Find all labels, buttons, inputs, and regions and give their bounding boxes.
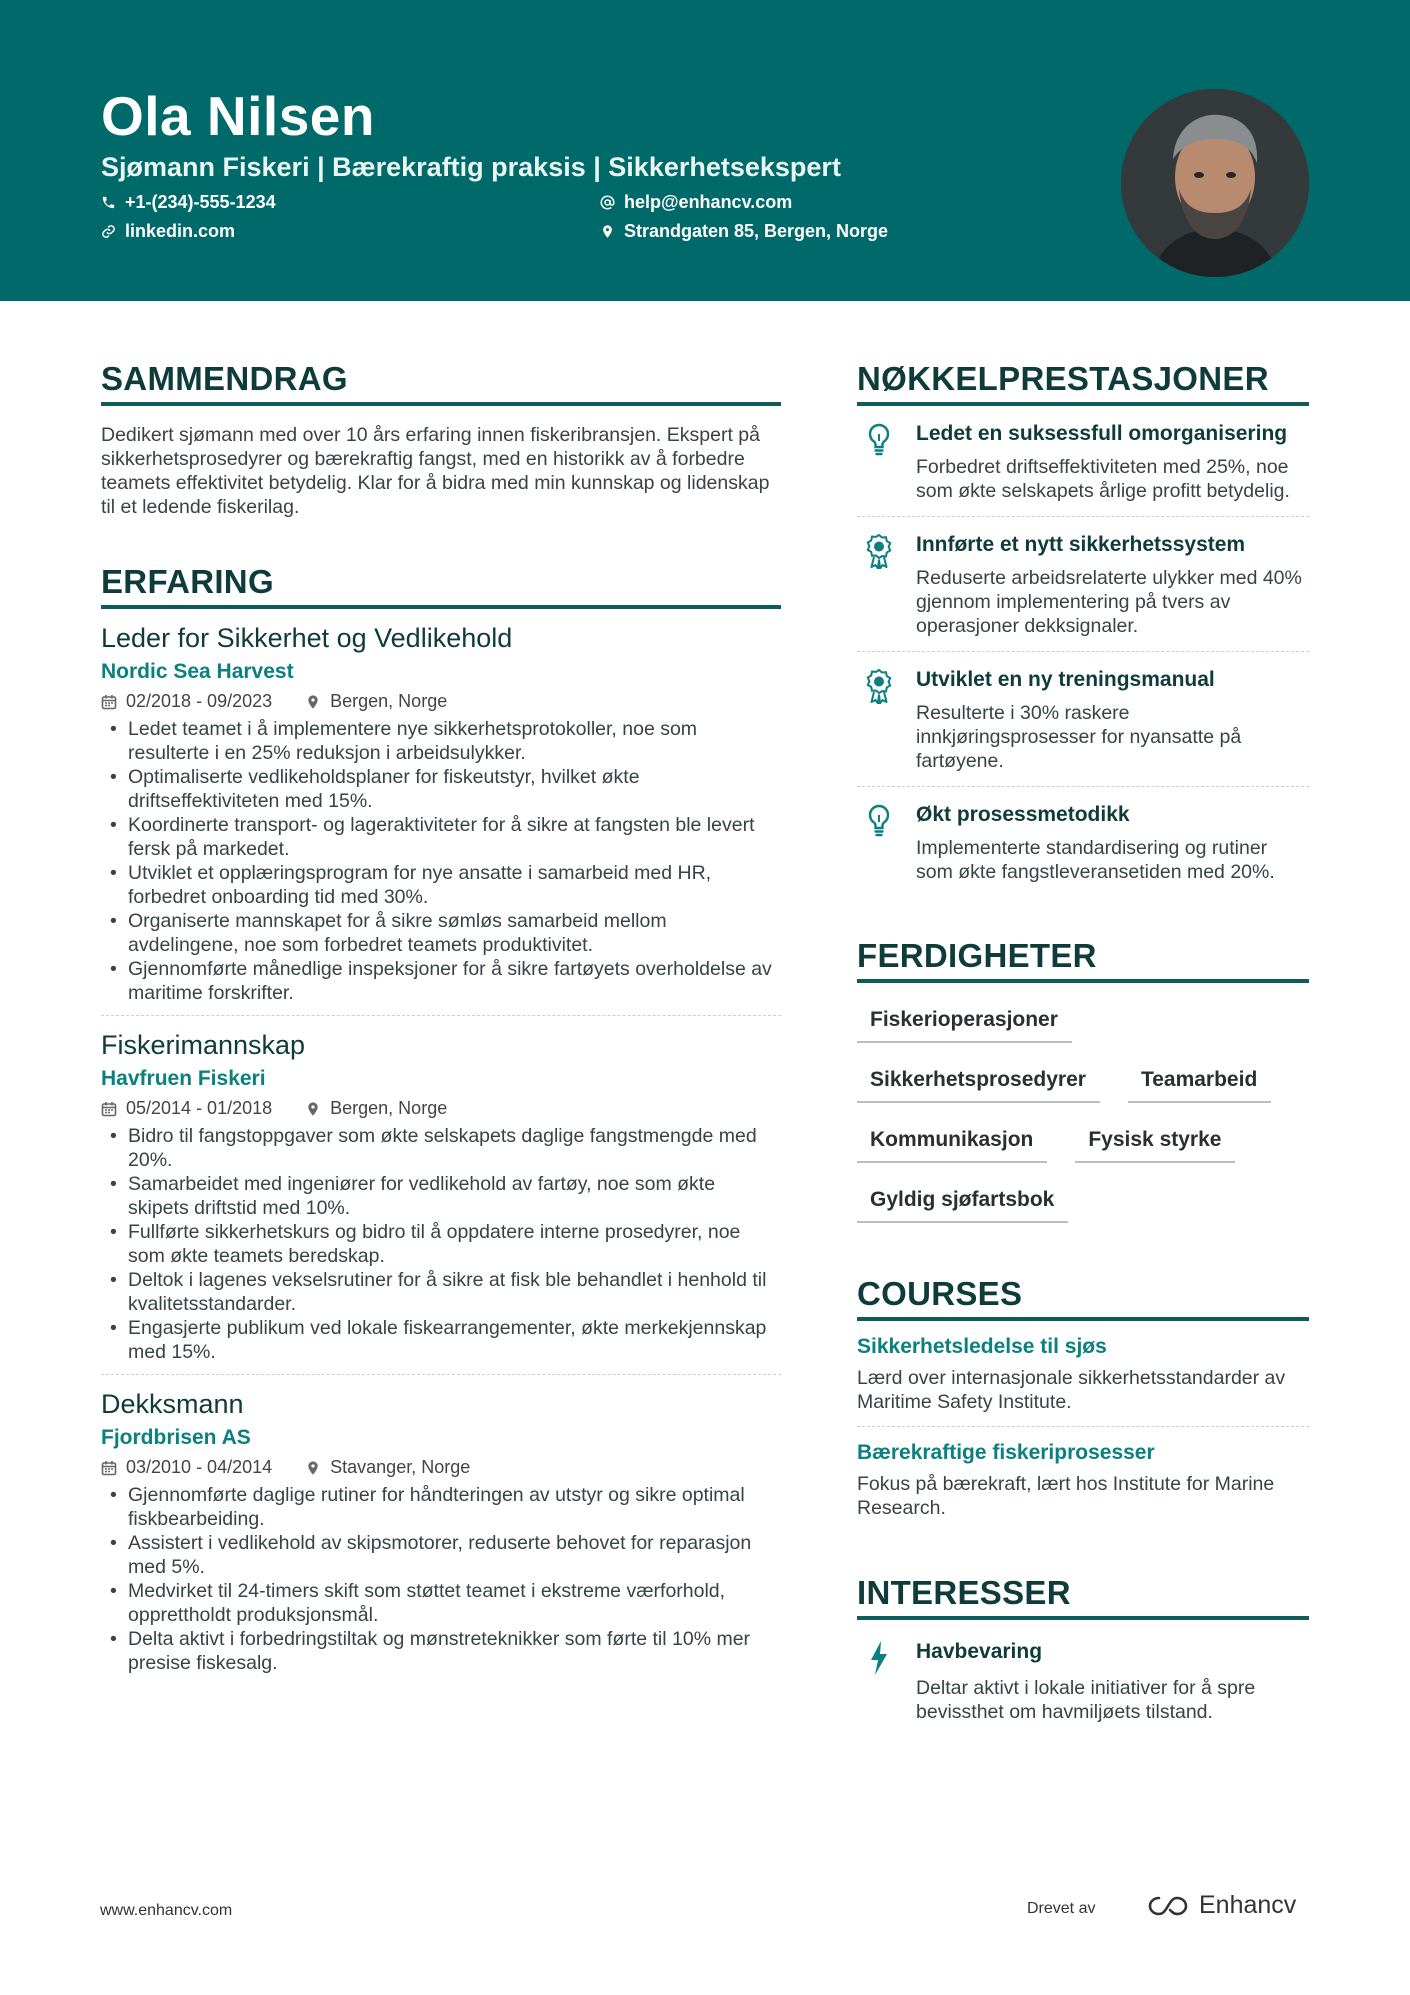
right-column xyxy=(857,360,1309,1737)
achievement-item xyxy=(857,406,1309,517)
skills-list xyxy=(857,995,1309,1235)
resume-header xyxy=(0,0,1410,301)
job-meta xyxy=(101,1457,781,1478)
course-title: Bærekraftige fiskeriprosesser xyxy=(857,1441,1155,1464)
job-title: Fiskerimannskap xyxy=(101,1030,306,1060)
company-name: Nordic Sea Harvest xyxy=(101,660,294,683)
bullet-item: • Bidro til fangstoppgaver som økte selskapets daglige fangstmengde med 20%. xyxy=(101,1124,781,1172)
address-text: Strandgaten 85, Bergen, Norge xyxy=(624,221,889,241)
calendar-icon xyxy=(101,694,117,710)
job-entry xyxy=(101,1374,781,1685)
job-dates: 03/2010 - 04/2014 xyxy=(126,1457,273,1477)
skill-tag: Fiskerioperasjoner xyxy=(857,995,1072,1043)
linkedin-text: linkedin.com xyxy=(125,221,236,241)
location-pin-icon xyxy=(305,1101,321,1117)
skill-tag: Gyldig sjøfartsbok xyxy=(857,1175,1068,1223)
bullet-item: • Assistert i vedlikehold av skipsmotorer, reduserte behovet for reparasjon med 5%. xyxy=(101,1531,781,1579)
job-entry xyxy=(101,1015,781,1374)
achievement-item xyxy=(857,787,1309,897)
achievements-list xyxy=(857,406,1309,897)
courses-heading: COURSES xyxy=(857,1275,1309,1321)
candidate-name: Ola Nilsen xyxy=(101,85,375,147)
phone-icon xyxy=(101,195,116,210)
enhancv-logo-icon xyxy=(1147,1894,1193,1918)
achievement-item xyxy=(857,652,1309,787)
bullet-item: • Deltok i lagenes vekselsrutiner for å sikre at fisk ble behandlet i henhold til kvalitetsstandarder. xyxy=(101,1268,781,1316)
achievement-title: Ledet en suksessfull omorganisering xyxy=(916,422,1288,445)
calendar-icon xyxy=(101,1101,117,1117)
bullet-item: • Engasjerte publikum ved lokale fiskearrangementer, økte merkekjennskap med 15%. xyxy=(101,1316,781,1364)
bullet-item: • Optimaliserte vedlikeholdsplaner for fiskeutstyr, hvilket økte driftseffektiviteten med 15%. xyxy=(101,765,781,813)
bullet-item: • Koordinerte transport- og lageraktiviteter for å sikre at fangsten ble levert fersk på markedet. xyxy=(101,813,781,861)
course-desc: Lærd over internasjonale sikkerhetsstandarder av Maritime Safety Institute. xyxy=(857,1367,1286,1413)
phone-contact[interactable] xyxy=(101,192,276,213)
award-ribbon-icon xyxy=(865,668,893,704)
job-location-text: Bergen, Norge xyxy=(330,1098,448,1118)
skill-tag: Kommunikasjon xyxy=(857,1115,1047,1163)
interests-heading: INTERESSER xyxy=(857,1574,1309,1620)
bullet-item: • Samarbeidet med ingeniører for vedlikehold av fartøy, noe som økte skipets driftstid med 10%. xyxy=(101,1172,781,1220)
company-name: Havfruen Fiskeri xyxy=(101,1067,266,1090)
job-dates: 02/2018 - 09/2023 xyxy=(126,691,273,711)
bullet-item: • Gjennomførte daglige rutiner for håndteringen av utstyr og sikre optimal fiskbearbeiding. xyxy=(101,1483,781,1531)
link-icon xyxy=(101,224,116,239)
skill-tag: Sikkerhetsprosedyrer xyxy=(857,1055,1100,1103)
interests-list xyxy=(857,1620,1309,1737)
award-ribbon-icon xyxy=(865,533,893,569)
skill-tag: Teamarbeid xyxy=(1128,1055,1271,1103)
achievement-title: Økt prosessmetodikk xyxy=(916,803,1130,826)
summary-heading: SAMMENDRAG xyxy=(101,360,781,406)
summary-text: Dedikert sjømann med over 10 års erfaring innen fiskeribransjen. Ekspert på sikkerhetsprosedyrer og bærekraftig fangst, med en historikk av å forbedre teamets effektivitet betydelig. Klar for å bidra med min kunnskap og lidenskap til et ledende fiskerilag. xyxy=(101,424,770,518)
location-pin-icon xyxy=(305,1460,321,1476)
job-location xyxy=(305,1457,470,1478)
job-title: Dekksmann xyxy=(101,1389,244,1419)
phone-text: +1-(234)-555-1234 xyxy=(125,192,276,212)
email-text: help@enhancv.com xyxy=(624,192,793,212)
achievements-heading: NØKKELPRESTASJONER xyxy=(857,360,1309,406)
linkedin-contact[interactable] xyxy=(101,221,235,242)
achievement-title: Utviklet en ny treningsmanual xyxy=(916,668,1215,691)
footer-url[interactable]: www.enhancv.com xyxy=(100,1902,233,1919)
lightning-bolt-icon xyxy=(865,1640,893,1676)
achievement-desc: Reduserte arbeidsrelaterte ulykker med 40% gjennom implementering på tvers av operasjoner dekksignaler. xyxy=(916,567,1302,637)
interest-desc: Deltar aktivt i lokale initiativer for å spre bevissthet om havmiljøets tilstand. xyxy=(916,1677,1256,1723)
job-location-text: Bergen, Norge xyxy=(330,691,448,711)
course-desc: Fokus på bærekraft, lært hos Institute for Marine Research. xyxy=(857,1473,1275,1519)
email-contact[interactable] xyxy=(600,192,792,213)
experience-list xyxy=(101,623,781,1685)
enhancv-brand: Enhancv xyxy=(1199,1891,1297,1919)
achievement-title: Innførte et nytt sikkerhetssystem xyxy=(916,533,1246,556)
address-contact xyxy=(600,221,888,242)
profile-photo xyxy=(1121,89,1309,277)
job-bullets xyxy=(101,1124,781,1364)
course-title: Sikkerhetsledelse til sjøs xyxy=(857,1335,1107,1358)
bullet-item: • Organiserte mannskapet for å sikre sømløs samarbeid mellom avdelingene, noe som forbedret teamets produktivitet. xyxy=(101,909,781,957)
job-meta xyxy=(101,1098,781,1119)
bullet-item: • Gjennomførte månedlige inspeksjoner for å sikre fartøyets overholdelse av maritime forskrifter. xyxy=(101,957,781,1005)
interest-title: Havbevaring xyxy=(916,1640,1043,1663)
courses-list xyxy=(857,1321,1309,1532)
lightbulb-icon xyxy=(865,422,893,458)
bullet-item: • Utviklet et opplæringsprogram for nye ansatte i samarbeid med HR, forbedret onboarding tid med 30%. xyxy=(101,861,781,909)
bullet-item: • Medvirket til 24-timers skift som støttet teamet i ekstreme værforhold, opprettholdt produksjonsmål. xyxy=(101,1579,781,1627)
location-pin-icon xyxy=(305,694,321,710)
job-location-text: Stavanger, Norge xyxy=(330,1457,471,1477)
job-meta xyxy=(101,691,781,712)
skills-heading: FERDIGHETER xyxy=(857,937,1309,983)
skill-tag: Fysisk styrke xyxy=(1075,1115,1235,1163)
achievement-desc: Resulterte i 30% raskere innkjøringsprosesser for nyansatte på fartøyene. xyxy=(916,702,1242,772)
headline: Sjømann Fiskeri | Bærekraftig praksis | Sikkerhetsekspert xyxy=(101,152,841,182)
enhancv-logo[interactable] xyxy=(1147,1891,1296,1920)
experience-heading: ERFARING xyxy=(101,563,781,609)
bullet-item: • Fullførte sikkerhetskurs og bidro til å oppdatere interne prosedyrer, noe som økte teamets beredskap. xyxy=(101,1220,781,1268)
at-sign-icon xyxy=(600,195,615,210)
course-item xyxy=(857,1427,1309,1532)
job-bullets xyxy=(101,717,781,1005)
job-title: Leder for Sikkerhet og Vedlikehold xyxy=(101,623,513,653)
location-pin-icon xyxy=(600,224,615,239)
bullet-item: • Ledet teamet i å implementere nye sikkerhetsprotokoller, noe som resulterte i en 25% reduksjon i arbeidsulykker. xyxy=(101,717,781,765)
job-location xyxy=(305,691,447,712)
powered-by-text: Drevet av xyxy=(1027,1900,1096,1917)
company-name: Fjordbrisen AS xyxy=(101,1426,251,1449)
bullet-item: • Delta aktivt i forbedringstiltak og mønstreteknikker som førte til 10% mer presise fiskesalg. xyxy=(101,1627,781,1675)
job-location xyxy=(305,1098,447,1119)
calendar-icon xyxy=(101,1460,117,1476)
achievement-desc: Implementerte standardisering og rutiner som økte fangstleveransetiden med 20%. xyxy=(916,837,1275,883)
job-entry xyxy=(101,623,781,1015)
lightbulb-icon xyxy=(865,803,893,839)
course-item xyxy=(857,1321,1309,1427)
job-bullets xyxy=(101,1483,781,1675)
achievement-item xyxy=(857,517,1309,652)
job-dates: 05/2014 - 01/2018 xyxy=(126,1098,273,1118)
interest-item xyxy=(857,1620,1309,1737)
left-column xyxy=(101,360,781,1685)
achievement-desc: Forbedret driftseffektiviteten med 25%, noe som økte selskapets årlige profitt betydelig. xyxy=(916,456,1290,502)
